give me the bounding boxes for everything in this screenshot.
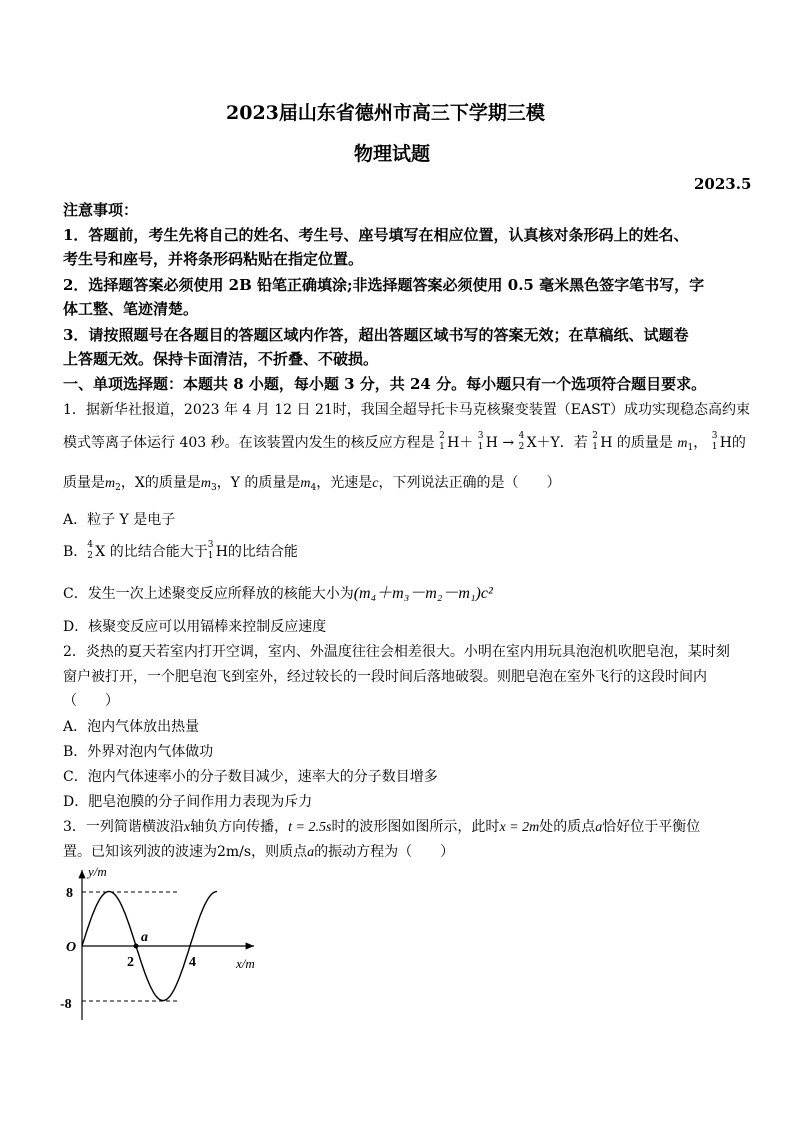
- exam-subtitle: 物理试题: [354, 143, 431, 165]
- q3-line-1: 3．一列简谐横波沿x轴负方向传播，t = 2.5s时的波形图如图所示，此时x = 2m处的质点a恰好位于平衡位: [63, 819, 701, 835]
- x-axis-label: x/m: [236, 956, 255, 971]
- q1-line-1: 1．据新华社报道，2023 年 4 月 12 日 21时，我国全超导托卡马克核聚变装置（EAST）成功实现稳态高约束: [63, 402, 751, 418]
- x-tick-2: 2: [127, 955, 134, 970]
- y-axis-label: y/m: [88, 864, 107, 879]
- q2-option-c: C．泡内气体速率小的分子数目减少，速率大的分子数目增多: [63, 769, 438, 785]
- q2-line-1: 2．炎热的夏天若室内打开空调，室内、外温度往往会相差很大。小明在室内用玩具泡泡机吹肥皂泡，某时刻: [63, 644, 730, 660]
- origin-label: O: [66, 940, 77, 955]
- note-3-line-2: 上答题无效。保持卡面清洁，不折叠、不破损。: [63, 350, 379, 368]
- q1-line-2: 模式等离子体运行 403 秒。在该装置内发生的核反应方程是 2 1 H＋ 3 1 H → 4 2 X＋Y．若 2 1 H 的质量是 $m_1$， 3 1 H的: [63, 431, 746, 453]
- q1-option-d: D．核聚变反应可以用镉棒来控制反应速度: [63, 619, 327, 635]
- q2-option-d: D．肥皂泡膜的分子间作用力表现为斥力: [63, 794, 313, 810]
- y-tick-neg8: -8: [60, 997, 72, 1012]
- q2-option-a: A．泡内气体放出热量: [63, 719, 200, 735]
- q1-option-a: A．粒子 Y 是电子: [63, 512, 176, 528]
- point-a-marker: [134, 944, 139, 949]
- q2-option-b: B．外界对泡内气体做功: [63, 744, 214, 760]
- q3-line-2: 置。已知该列波的波速为2m/s，则质点a的振动方程为（ ）: [63, 844, 455, 860]
- x-tick-4: 4: [189, 955, 196, 970]
- wave-chart: [58, 862, 298, 1032]
- point-a-label: a: [141, 930, 148, 945]
- note-3-line-1: 3．请按照题号在各题目的答题区域内作答，超出答题区域书写的答案无效；在草稿纸、试题卷: [63, 326, 689, 344]
- energy-expression: (m₄＋m₃－m₂－m₁)c²: [353, 585, 493, 602]
- q1-line-3: 质量是$m_2$，X的质量是$m_3$，Y 的质量是$m_4$，光速是c，下列说法正确的是（ ）: [63, 475, 561, 493]
- note-2-line-1: 2．选择题答案必须使用 2B 铅笔正确填涂;非选择题答案必须使用 0.5 毫米黑色签字笔书写，字: [63, 276, 705, 294]
- section-1-heading: 一、单项选择题：本题共 8 小题，每小题 3 分，共 24 分。每小题只有一个选项符合题目要求。: [63, 375, 707, 393]
- q1-option-b: B． 4 2 X 的比结合能大于 3 1 H的比结合能: [63, 540, 298, 561]
- q2-line-3: （ ）: [63, 693, 119, 709]
- note-1-line-1: 1．答题前，考生先将自己的姓名、考生号、座号填写在相应位置，认真核对条形码上的姓名、: [63, 226, 689, 244]
- exam-date: 2023.5: [694, 175, 752, 193]
- note-1-line-2: 考生号和座号，并将条形码粘贴在指定位置。: [63, 250, 364, 268]
- y-tick-8: 8: [66, 886, 73, 901]
- exam-title: 2023届山东省德州市高三下学期三模: [226, 102, 545, 124]
- q2-line-2: 窗户被打开，一个肥皂泡飞到室外，经过较长的一段时间后落地破裂。则肥皂泡在室外飞行的这段时间内: [63, 669, 707, 685]
- q1-option-c: C．发生一次上述聚变反应所释放的核能大小为(m₄＋m₃－m₂－m₁)c²: [63, 585, 493, 602]
- notes-heading: 注意事项：: [63, 201, 139, 219]
- note-2-line-2: 体工整、笔迹清楚。: [63, 300, 199, 318]
